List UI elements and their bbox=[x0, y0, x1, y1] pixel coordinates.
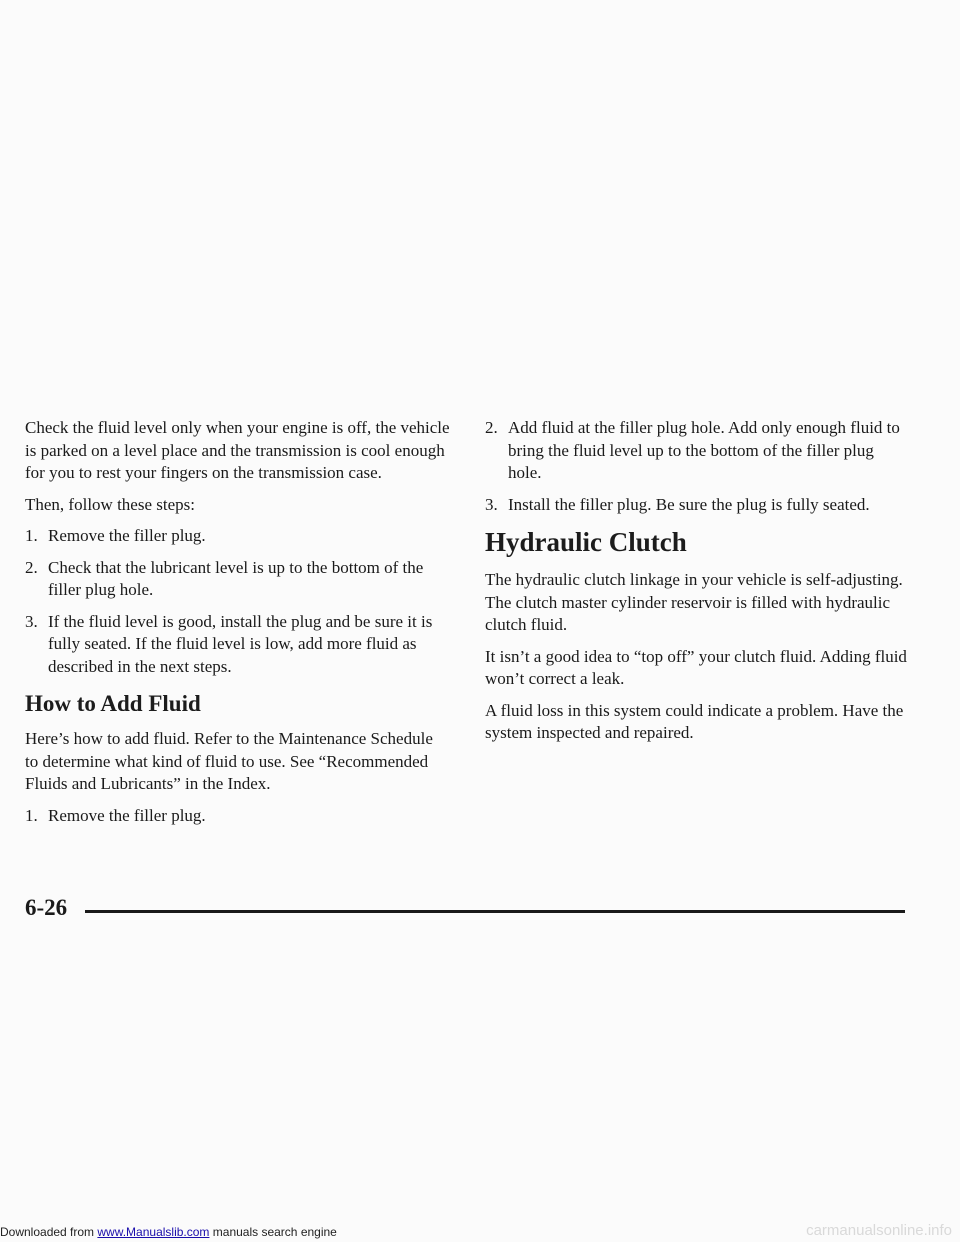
clutch-paragraph: A fluid loss in this system could indicate a problem. Have the system inspected and repaired. bbox=[485, 700, 904, 742]
item-text: If the fluid level is good, install the plug and be sure it is fully seated. If the fluid level is low, add more fluid as described in the next steps. bbox=[48, 611, 433, 676]
item-number: 2. bbox=[485, 418, 498, 437]
right-column bbox=[485, 417, 910, 754]
banner-prefix: Downloaded from bbox=[0, 1225, 98, 1239]
page-footer bbox=[25, 893, 905, 923]
item-text: Remove the filler plug. bbox=[48, 805, 206, 825]
page-number: 6-26 bbox=[25, 895, 68, 920]
list-item bbox=[25, 525, 450, 548]
add-fluid-paragraph: Here’s how to add fluid. Refer to the Maintenance Schedule to determine what kind of fluid to use. See “Recommended Fluids and Lubricants” in the Index. bbox=[25, 729, 433, 793]
footer-rule bbox=[85, 910, 905, 913]
list-item bbox=[485, 417, 910, 485]
section-heading-hydraulic-clutch: Hydraulic Clutch bbox=[485, 527, 687, 557]
item-text: Install the filler plug. Be sure the plug is fully seated. bbox=[508, 494, 870, 514]
clutch-paragraph: It isn’t a good idea to “top off” your clutch fluid. Adding fluid won’t correct a leak. bbox=[485, 646, 907, 688]
manualslib-link[interactable]: www.Manualslib.com bbox=[97, 1225, 210, 1239]
download-banner bbox=[0, 1223, 500, 1242]
item-text: Add fluid at the filler plug hole. Add only enough fluid to bring the fluid level up to the bottom of the filler plug hole. bbox=[508, 418, 900, 482]
list-item bbox=[25, 557, 450, 602]
item-text: Remove the filler plug. bbox=[48, 526, 206, 545]
item-number: 3. bbox=[485, 494, 498, 514]
item-number: 2. bbox=[25, 557, 38, 577]
banner-suffix: manuals search engine bbox=[209, 1225, 337, 1239]
item-number: 1. bbox=[25, 805, 38, 825]
list-item bbox=[25, 611, 450, 679]
site-watermark: carmanualsonline.info bbox=[806, 1222, 952, 1239]
item-number: 1. bbox=[25, 526, 38, 545]
section-heading-add-fluid: How to Add Fluid bbox=[25, 691, 201, 716]
left-column bbox=[25, 417, 450, 836]
list-item bbox=[485, 494, 910, 517]
list-item bbox=[25, 805, 450, 828]
clutch-paragraph: The hydraulic clutch linkage in your vehicle is self-adjusting. The clutch master cylinder reservoir is filled with hydraulic clutch fluid. bbox=[485, 570, 903, 634]
intro-paragraph: Check the fluid level only when your engine is off, the vehicle is parked on a level place and the transmission is cool enough for you to rest your fingers on the transmission case. bbox=[25, 418, 450, 482]
steps-lead: Then, follow these steps: bbox=[25, 494, 195, 514]
item-number: 3. bbox=[25, 611, 38, 631]
item-text: Check that the lubricant level is up to the bottom of the filler plug hole. bbox=[48, 557, 424, 599]
